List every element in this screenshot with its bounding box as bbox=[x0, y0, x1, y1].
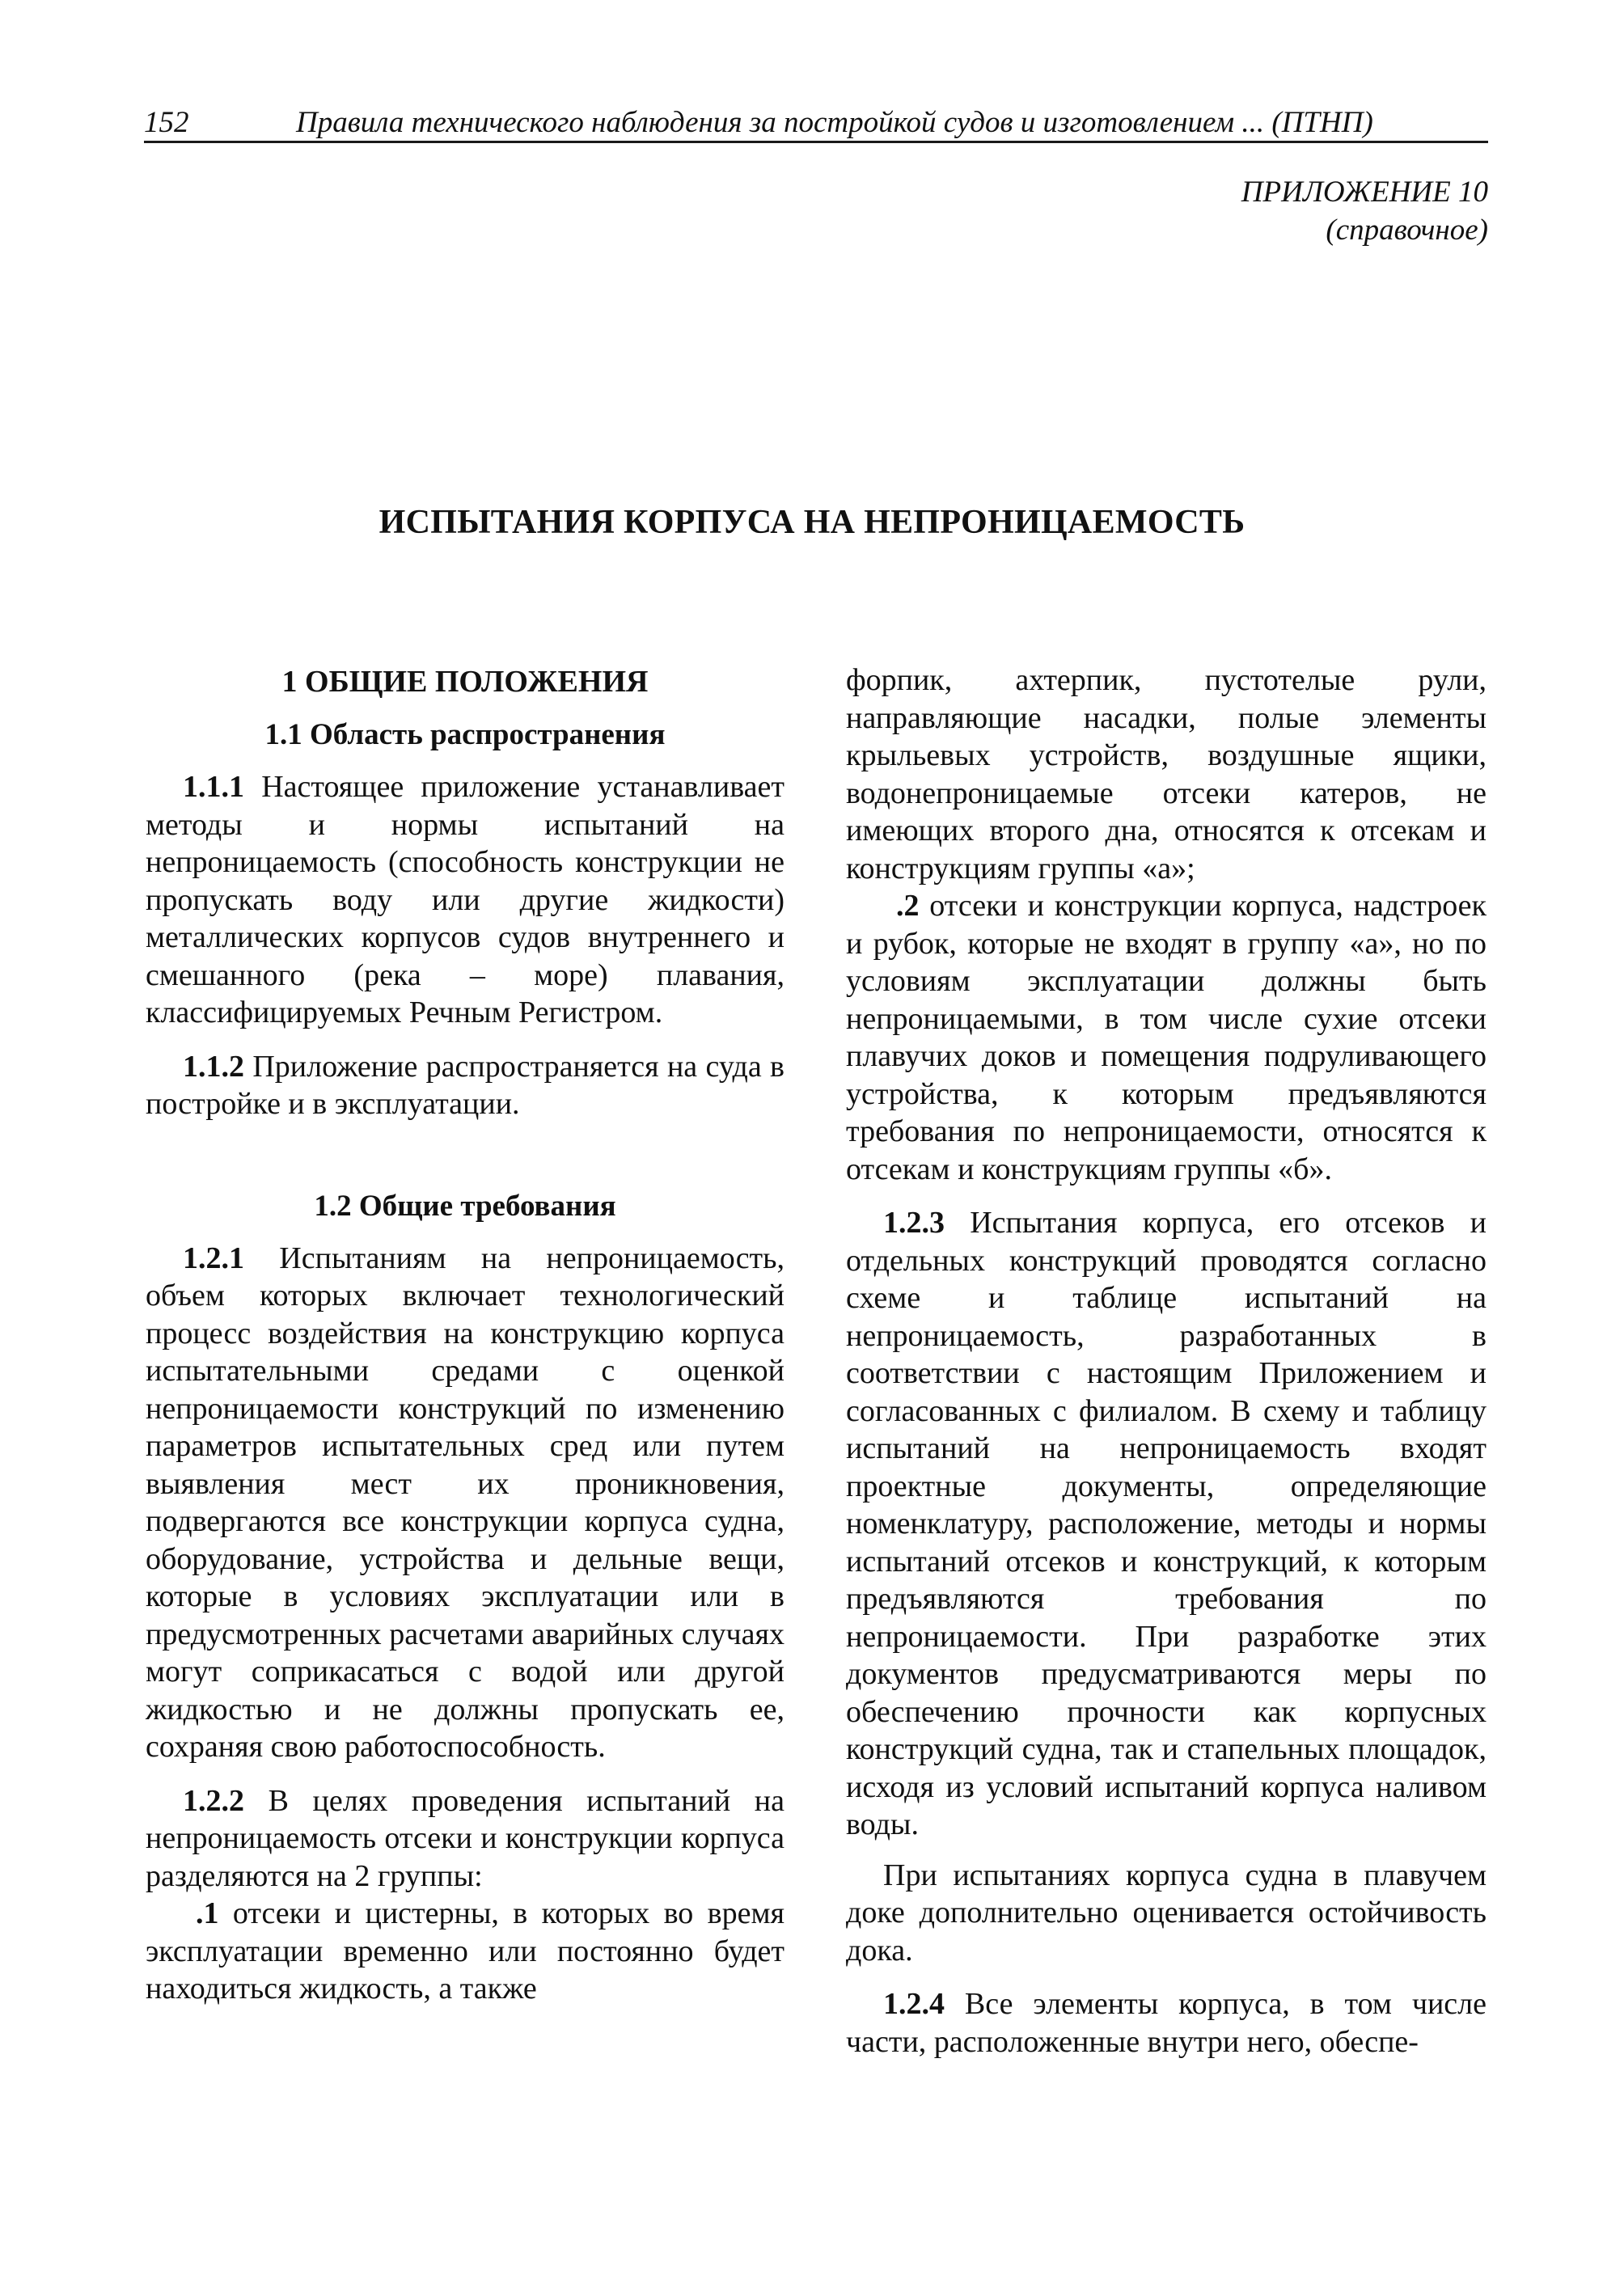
item-number: .2 bbox=[896, 889, 920, 923]
list-item-1 bbox=[146, 1895, 785, 2008]
clause-text: Все элементы корпуса, в том числе части, расположенные внутри него, обеспе- bbox=[846, 1987, 1487, 2059]
paragraph-1-2-4 bbox=[846, 1985, 1487, 2061]
clause-number: 1.1.2 bbox=[183, 1049, 244, 1084]
list-item-1-continued: форпик, ахтерпик, пустотелые рули, направляющие насадки, полые элементы крыльевых устройств, воздушные ящики, водонепроницаемые отсеки катеров, не имеющих второго дна, относятся к отсекам и конструкциям группы «а»; bbox=[846, 663, 1487, 886]
appendix-note: (справочное) bbox=[1326, 213, 1488, 247]
right-column bbox=[846, 662, 1487, 2061]
clause-text: Испытания корпуса, его отсеков и отдельных конструкций проводятся согласно схеме и таблице испытаний на непроницаемость, разработанных в соответствии с настоящим Приложением и согласованных с филиалом. В схему и таблицу испытаний на непроницаемость входят проектные документы, определяющие номенклатуру, расположение, методы и нормы испытаний отсеков и конструкций, к которым предъявляются требования по непроницаемости. При разработке этих документов предусматриваются меры по обеспечению прочности как корпусных конструкций судна, так и стапельных площадок, исходя из условий испытаний корпуса наливом воды. bbox=[846, 1206, 1487, 1841]
paragraph-1-1-1 bbox=[146, 768, 785, 1032]
clause-text: В целях проведения испытаний на непроницаемость отсеки и конструкции корпуса разделяются на 2 группы: bbox=[146, 1783, 785, 1893]
paragraph-1-2-3 bbox=[846, 1204, 1487, 1844]
clause-number: 1.2.1 bbox=[183, 1241, 244, 1275]
paragraph-1-2-2 bbox=[146, 1782, 785, 1896]
paragraph-dock-stability: При испытаниях корпуса судна в плавучем доке дополнительно оценивается остойчивость дока. bbox=[846, 1858, 1487, 1968]
left-column bbox=[146, 662, 785, 2008]
clause-text: Испытаниям на непроницаемость, объем которых включает технологический процесс воздействия на конструкцию корпуса испытательными средами с оценкой непроницаемости конструкций по изменению параметров испытательных сред или путем выявления мест их проникновения, подвергаются все конструкции корпуса судна, оборудование, устройства и дельные вещи, которые в условиях эксплуатации или в предусмотренных расчетами аварийных случаях могут соприкасаться с водой или другой жидкостью и не должны пропускать ее, сохраняя свою работоспособность. bbox=[146, 1241, 785, 1764]
appendix-label-block bbox=[1241, 173, 1488, 249]
clause-number: 1.2.2 bbox=[183, 1783, 244, 1818]
subsection-heading-1-1: 1.1 Область распространения bbox=[264, 718, 666, 751]
list-item-2 bbox=[846, 887, 1487, 1188]
appendix-label: ПРИЛОЖЕНИЕ 10 bbox=[1241, 175, 1488, 209]
paragraph-1-1-2 bbox=[146, 1048, 785, 1123]
clause-number: 1.2.3 bbox=[883, 1206, 945, 1240]
section-heading: 1 ОБЩИЕ ПОЛОЖЕНИЯ bbox=[281, 665, 649, 699]
running-header bbox=[144, 105, 1488, 143]
running-title: Правила технического наблюдения за постройкой судов и изготовлением ... (ПТНП) bbox=[296, 106, 1373, 139]
clause-number: 1.1.1 bbox=[183, 770, 244, 804]
paragraph-1-2-1 bbox=[146, 1240, 785, 1766]
subsection-heading-1-2: 1.2 Общие требования bbox=[314, 1189, 616, 1223]
document-title: ИСПЫТАНИЯ КОРПУСА НА НЕПРОНИЦАЕМОСТЬ bbox=[379, 504, 1245, 541]
clause-text: Приложение распространяется на суда в постройке и в эксплуатации. bbox=[146, 1049, 785, 1121]
clause-number: 1.2.4 bbox=[883, 1987, 945, 2021]
item-text: отсеки и конструкции корпуса, надстроек и рубок, которые не входят в группу «а», но по условиям эксплуатации должны быть непроницаемыми, в том числе сухие отсеки плавучих доков и помещения подруливающего устройства, к которым предъявляются требования по непроницаемости, относятся к отсекам и конструкциям группы «б». bbox=[846, 889, 1487, 1186]
page-number: 152 bbox=[144, 106, 189, 139]
item-text: отсеки и цистерны, в которых во время эксплуатации временно или постоянно будет находиться жидкость, а также bbox=[146, 1896, 785, 2006]
item-number: .1 bbox=[196, 1896, 219, 1930]
clause-text: Настоящее приложение устанавливает методы и нормы испытаний на непроницаемость (способность конструкции не пропускать воду или другие жидкости) металлических корпусов судов внутреннего и смешанного (река – море) плавания, классифицируемых Речным Регистром. bbox=[146, 770, 785, 1029]
